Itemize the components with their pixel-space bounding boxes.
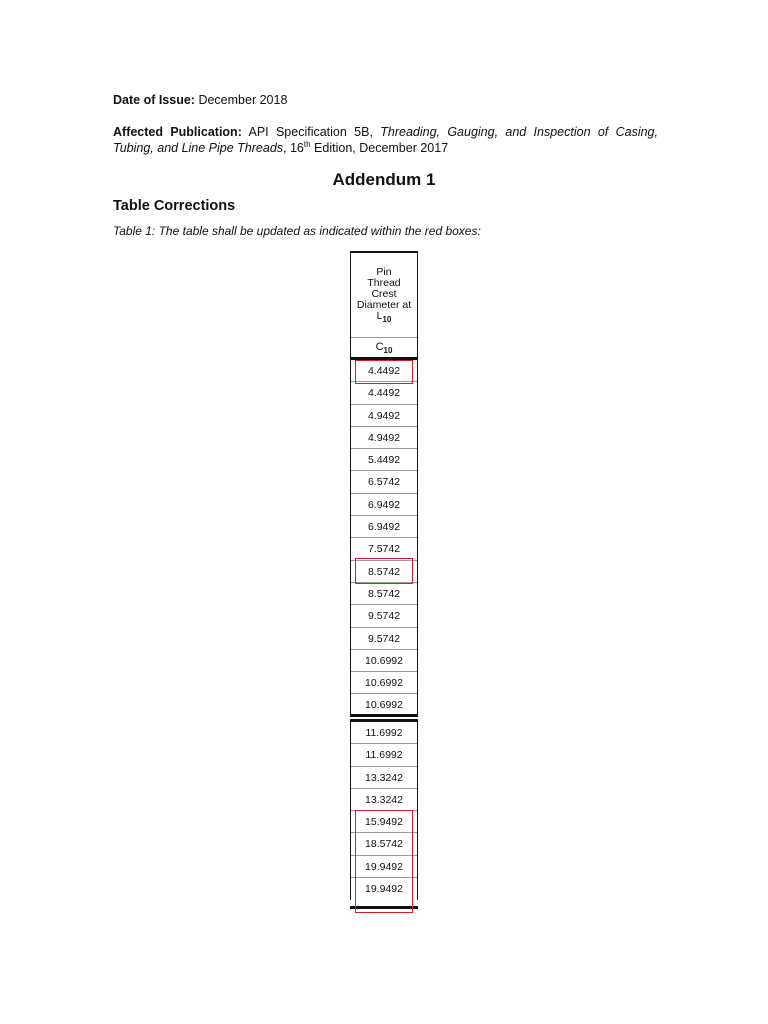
column-title-letter: L [376,310,383,322]
table-cell: 6.5742 [351,471,417,493]
table-column-header [350,253,418,359]
table-cell: 10.6992 [365,699,403,712]
table-cell: 4.4492 [351,360,417,382]
table-cell: 9.5742 [351,605,417,627]
column-title-line [351,311,417,325]
table-thick-rule [350,714,418,717]
table-cell: 13.3242 [351,789,417,811]
table-cell: 7.5742 [351,538,417,560]
table-cell: 15.9492 [351,811,417,833]
table-group-1 [350,360,418,717]
correction-box [355,558,413,584]
table-cell: 6.9492 [351,494,417,516]
publication-title: Threading, Gauging, and Inspection of Casing, Tubing, and Line Pipe Threads [113,125,658,155]
table-cell: 5.4492 [351,449,417,471]
table-cell: 4.9492 [351,427,417,449]
table-cell: 19.9492 [365,883,403,896]
affected-publication: Affected Publication: API Specification 5B, Threading, Gauging, and Inspection of Casing, Tubing, and Line Pipe Threads, 16th Edition, December 2017 [113,125,658,155]
table-caption: Table 1: The table shall be updated as indicated within the red boxes: [113,224,481,238]
affected-publication-label: Affected Publication: [113,125,242,139]
column-title-line: Pin [376,266,392,278]
column-title-line: Crest [371,288,397,300]
date-of-issue-value: December 2018 [198,93,288,107]
column-title-sub: 10 [382,315,392,325]
correction-box [355,810,413,913]
publication-edition-num: 16 [289,141,304,155]
date-of-issue-label: Date of Issue: [113,93,195,107]
table-cell: 11.6992 [351,744,417,766]
column-title-line: Diameter at [356,299,412,311]
table-cell: 10.6992 [351,650,417,672]
column-title [351,267,417,325]
column-symbol [351,341,417,355]
table-cell: 13.3242 [351,767,417,789]
column-title-line: Thread [367,277,401,289]
header-separator [351,337,417,338]
publication-edition-rest: Edition, December 2017 [314,141,449,155]
table-cell: 19.9492 [351,856,417,878]
date-of-issue [113,92,287,108]
publication-spec: API Specification 5B, [248,125,373,139]
table-cell: 6.9492 [351,516,417,538]
table-cell: 4.9492 [351,405,417,427]
table-cell: 10.6992 [351,672,417,694]
addendum-heading: Addendum 1 [332,170,436,189]
table-cell: 18.5742 [351,833,417,855]
correction-box [355,360,413,384]
table-cell: 8.5742 [351,583,417,605]
table-cell: 8.5742 [351,561,417,583]
table-cell: 9.5742 [351,628,417,650]
table-cell: 4.4492 [351,382,417,404]
publication-edition-sup: th [303,139,311,149]
section-title: Table Corrections [113,198,236,214]
column-symbol-letter: C [375,341,384,353]
table-cell: 11.6992 [351,722,417,744]
column-symbol-sub: 10 [383,346,393,356]
